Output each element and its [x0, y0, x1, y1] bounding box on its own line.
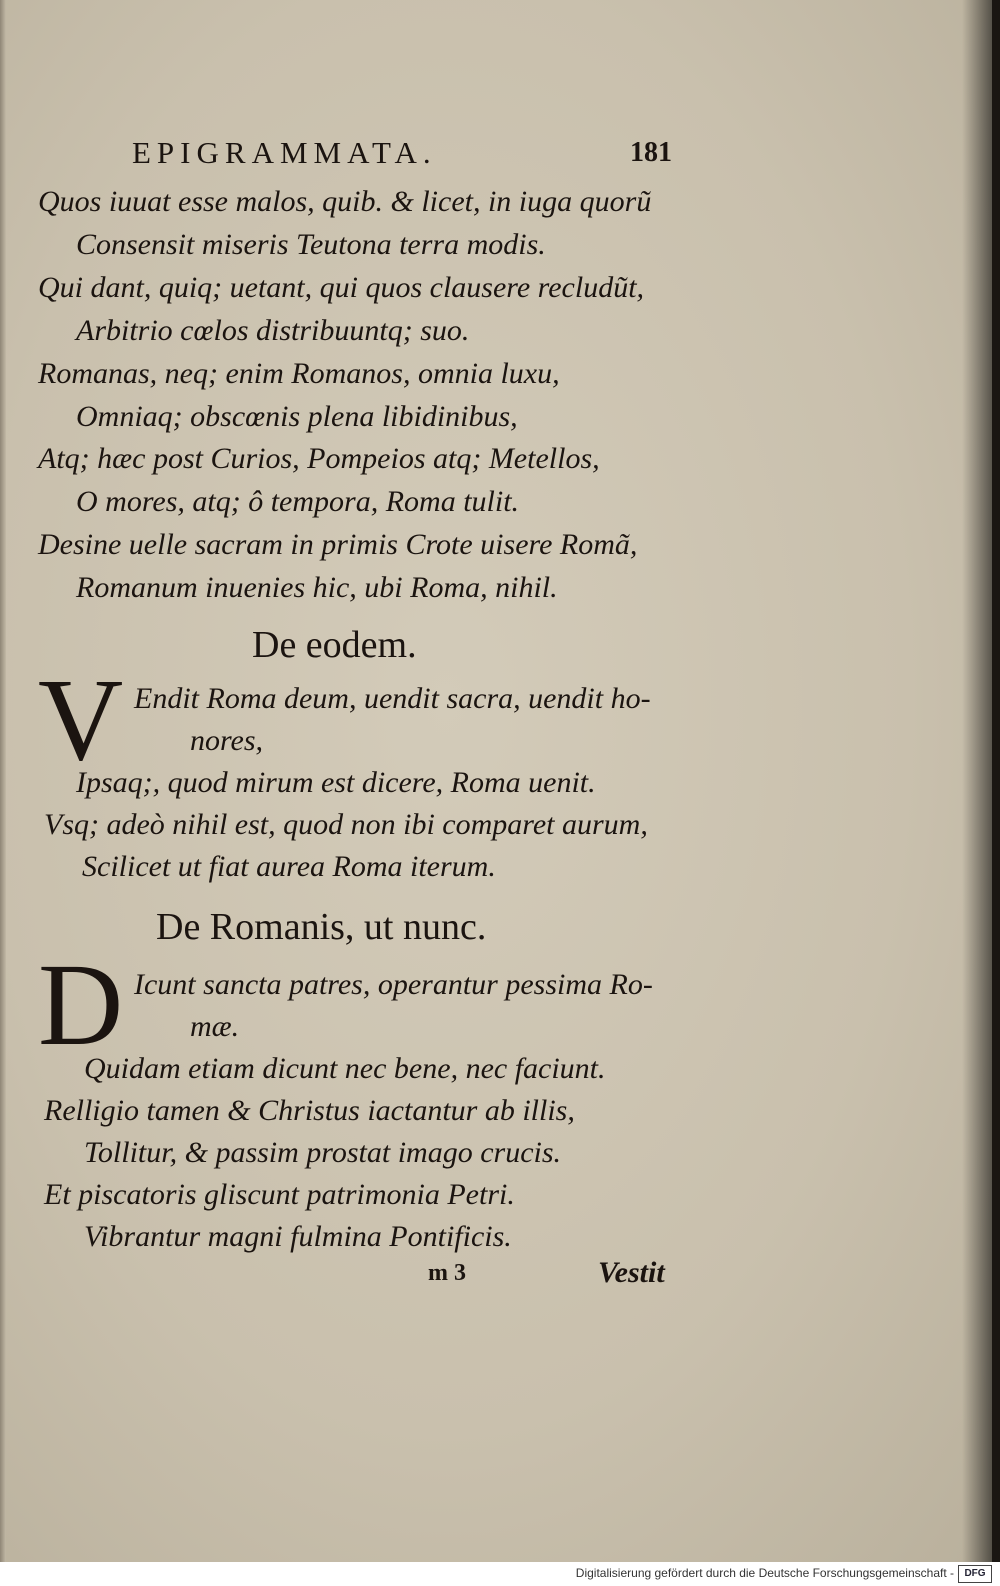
verse-line: Romanas, neq; enim Romanos, omnia luxu,: [38, 357, 560, 390]
verse-line: Consensit miseris Teutona terra modis.: [76, 228, 546, 261]
funding-note: Digitalisierung gefördert durch die Deutsche Forschungsgemeinschaft -: [575, 1566, 954, 1580]
digitization-footer: [0, 1562, 1000, 1586]
page-number: 181: [630, 137, 672, 168]
verse-line: Qui dant, quiq; uetant, qui quos clausere recludũt,: [38, 271, 645, 304]
section-heading: De Romanis, ut nunc.: [156, 906, 487, 948]
verse-line: Omniaq; obscœnis plena libidinibus,: [76, 400, 518, 433]
verse-line: Romanum inuenies hic, ubi Roma, nihil.: [76, 571, 558, 604]
page-edge-shadow: [962, 0, 992, 1562]
drop-cap-initial: V: [38, 654, 124, 785]
verse-line: Relligio tamen & Christus iactantur ab illis,: [44, 1094, 575, 1127]
page-gutter-shadow: [0, 0, 6, 1562]
verse-line: Tollitur, & passim prostat imago crucis.: [84, 1136, 562, 1169]
catchword: Vestit: [598, 1256, 665, 1289]
verse-line: Atq; hæc post Curios, Pompeios atq; Metellos,: [38, 442, 600, 475]
verse-line: Icunt sancta patres, operantur pessima Ro-: [134, 968, 653, 1001]
drop-cap-initial: D: [38, 939, 124, 1070]
page-header: [132, 135, 672, 175]
signature-mark: m 3: [428, 1260, 466, 1286]
verse-line: Desine uelle sacram in primis Crote uisere Romã,: [38, 528, 638, 561]
verse-line: Vsq; adeò nihil est, quod non ibi comparet aurum,: [44, 808, 648, 841]
verse-line: Arbitrio cœlos distribuuntq; suo.: [76, 314, 470, 347]
verse-line: O mores, atq; ô tempora, Roma tulit.: [76, 485, 520, 518]
verse-line: Ipsaq;, quod mirum est dicere, Roma uenit.: [76, 766, 596, 799]
verse-line: Quidam etiam dicunt nec bene, nec faciunt.: [84, 1052, 606, 1085]
verse-line: Quos iuuat esse malos, quib. & licet, in iuga quorũ: [38, 185, 652, 218]
dfg-logo-icon: DFG: [958, 1565, 992, 1583]
verse-line: nores,: [190, 724, 264, 757]
verse-line: Endit Roma deum, uendit sacra, uendit ho-: [134, 682, 651, 715]
section-heading: De eodem.: [252, 624, 417, 666]
verse-line: mæ.: [190, 1010, 240, 1043]
verse-line: Scilicet ut fiat aurea Roma iterum.: [82, 850, 496, 883]
verse-line: Vibrantur magni fulmina Pontificis.: [84, 1220, 512, 1253]
verse-line: Et piscatoris gliscunt patrimonia Petri.: [44, 1178, 515, 1211]
running-title: EPIGRAMMATA.: [132, 135, 437, 170]
